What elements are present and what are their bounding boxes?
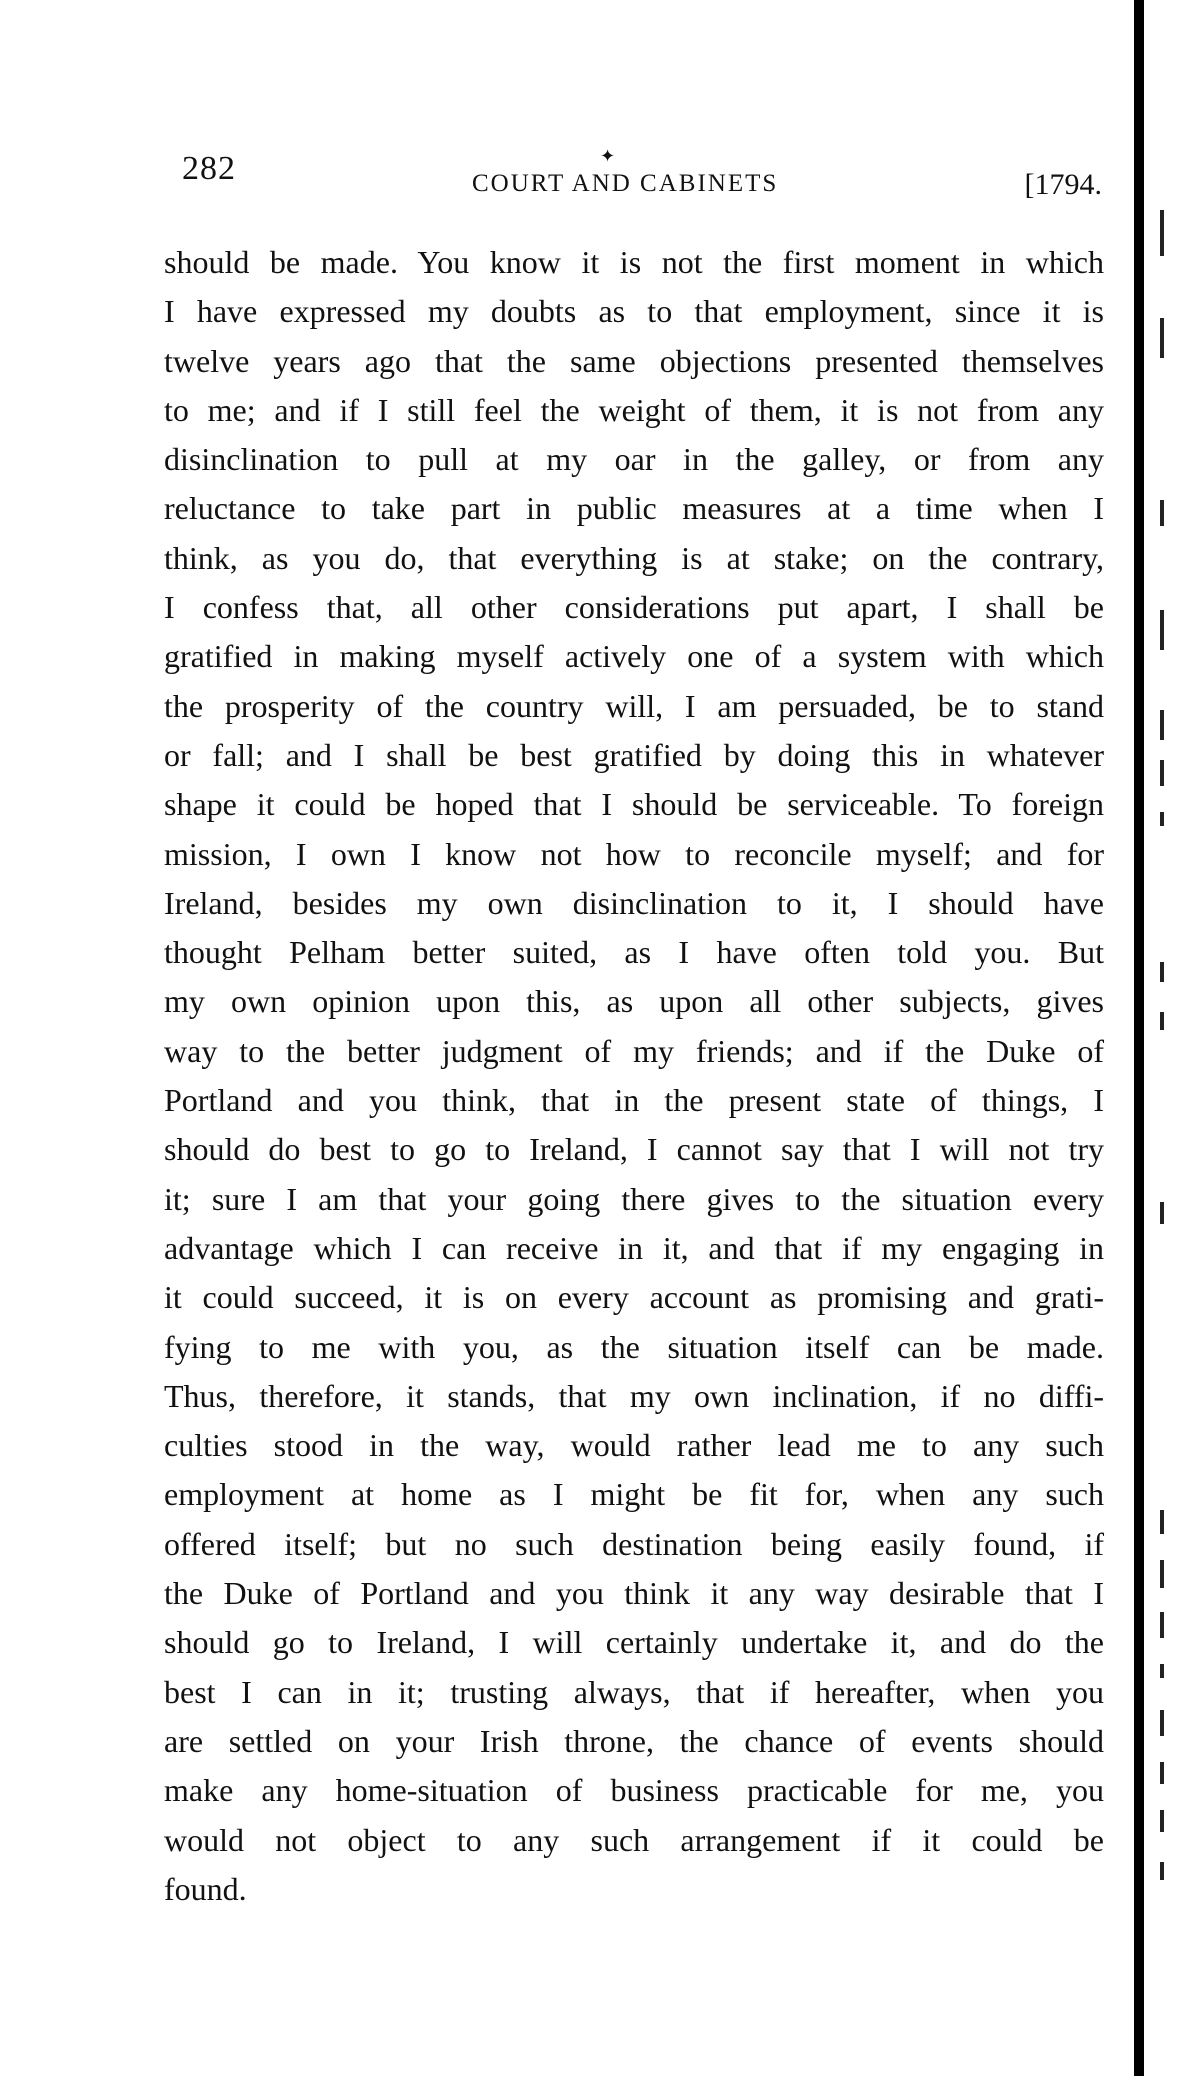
text-line: thought Pelham better suited, as I have often told you. But <box>164 934 1104 971</box>
edge-mark <box>1160 760 1164 786</box>
text-line: employment at home as I might be fit for, when any such <box>164 1476 1104 1513</box>
text-line: way to the better judgment of my friends; and if the Duke of <box>164 1032 1104 1069</box>
text-line: twelve years ago that the same objections presented themselves <box>164 342 1104 379</box>
text-line: the prosperity of the country will, I am persuaded, be to stand <box>164 687 1104 724</box>
edge-mark <box>1160 812 1164 826</box>
text-line: should do best to go to Ireland, I cannot say that I will not try <box>164 1131 1104 1168</box>
text-line: it; sure I am that your going there gives to the situation every <box>164 1180 1104 1217</box>
text-line: make any home-situation of business practicable for me, you <box>164 1772 1104 1809</box>
edge-mark <box>1160 1560 1164 1588</box>
edge-mark <box>1160 1664 1164 1678</box>
edge-mark <box>1160 1810 1164 1832</box>
text-line: should go to Ireland, I will certainly undertake it, and do the <box>164 1624 1104 1661</box>
edge-mark <box>1160 318 1164 358</box>
text-line: would not object to any such arrangement if it could be <box>164 1821 1104 1858</box>
text-line: found. <box>164 1870 247 1907</box>
text-line: I confess that, all other considerations put apart, I shall be <box>164 589 1104 626</box>
text-line: gratified in making myself actively one of a system with which <box>164 638 1104 675</box>
text-line: or fall; and I shall be best gratified by doing this in whatever <box>164 736 1104 773</box>
running-title: COURT AND CABINETS <box>472 170 779 197</box>
text-line: culties stood in the way, would rather lead me to any such <box>164 1427 1104 1464</box>
edge-mark <box>1160 1862 1164 1880</box>
text-line: best I can in it; trusting always, that if hereafter, when you <box>164 1673 1104 1710</box>
edge-mark <box>1160 1012 1164 1030</box>
running-header <box>182 146 1102 210</box>
page-number: 282 <box>182 150 236 187</box>
text-line: to me; and if I still feel the weight of them, it is not from any <box>164 391 1104 428</box>
text-line: offered itself; but no such destination being easily found, if <box>164 1525 1104 1562</box>
text-line: shape it could be hoped that I should be serviceable. To foreign <box>164 786 1104 823</box>
body-text <box>164 238 1104 1914</box>
edge-mark <box>1160 210 1164 256</box>
text-line: reluctance to take part in public measures at a time when I <box>164 490 1104 527</box>
text-line: are settled on your Irish throne, the chance of events should <box>164 1722 1104 1759</box>
edge-mark <box>1160 500 1164 526</box>
text-line: advantage which I can receive in it, and that if my engaging in <box>164 1229 1104 1266</box>
text-line: it could succeed, it is on every account as promising and grati- <box>164 1279 1104 1316</box>
text-line: think, as you do, that everything is at stake; on the contrary, <box>164 539 1104 576</box>
text-line: Thus, therefore, it stands, that my own inclination, if no diffi- <box>164 1377 1104 1414</box>
text-line: Ireland, besides my own disinclination to it, I should have <box>164 884 1104 921</box>
edge-mark <box>1160 1510 1164 1534</box>
edge-mark <box>1160 610 1164 650</box>
text-line: disinclination to pull at my oar in the galley, or from any <box>164 441 1104 478</box>
edge-mark <box>1160 710 1164 740</box>
text-line: the Duke of Portland and you think it any way desirable that I <box>164 1575 1104 1612</box>
ornament-icon: ✦ <box>600 146 616 166</box>
text-line: Portland and you think, that in the present state of things, I <box>164 1082 1104 1119</box>
text-line: fying to me with you, as the situation itself can be made. <box>164 1328 1104 1365</box>
page-gutter-edge <box>1134 0 1144 2076</box>
header-year: [1794. <box>1024 168 1102 201</box>
text-line: mission, I own I know not how to reconcile myself; and for <box>164 835 1104 872</box>
edge-mark <box>1160 1202 1164 1224</box>
text-line: I have expressed my doubts as to that employment, since it is <box>164 293 1104 330</box>
edge-mark <box>1160 1612 1164 1638</box>
text-line: my own opinion upon this, as upon all other subjects, gives <box>164 983 1104 1020</box>
edge-mark <box>1160 1762 1164 1784</box>
text-line: should be made. You know it is not the first moment in which <box>164 244 1104 280</box>
edge-mark <box>1160 1710 1164 1736</box>
edge-mark <box>1160 962 1164 982</box>
